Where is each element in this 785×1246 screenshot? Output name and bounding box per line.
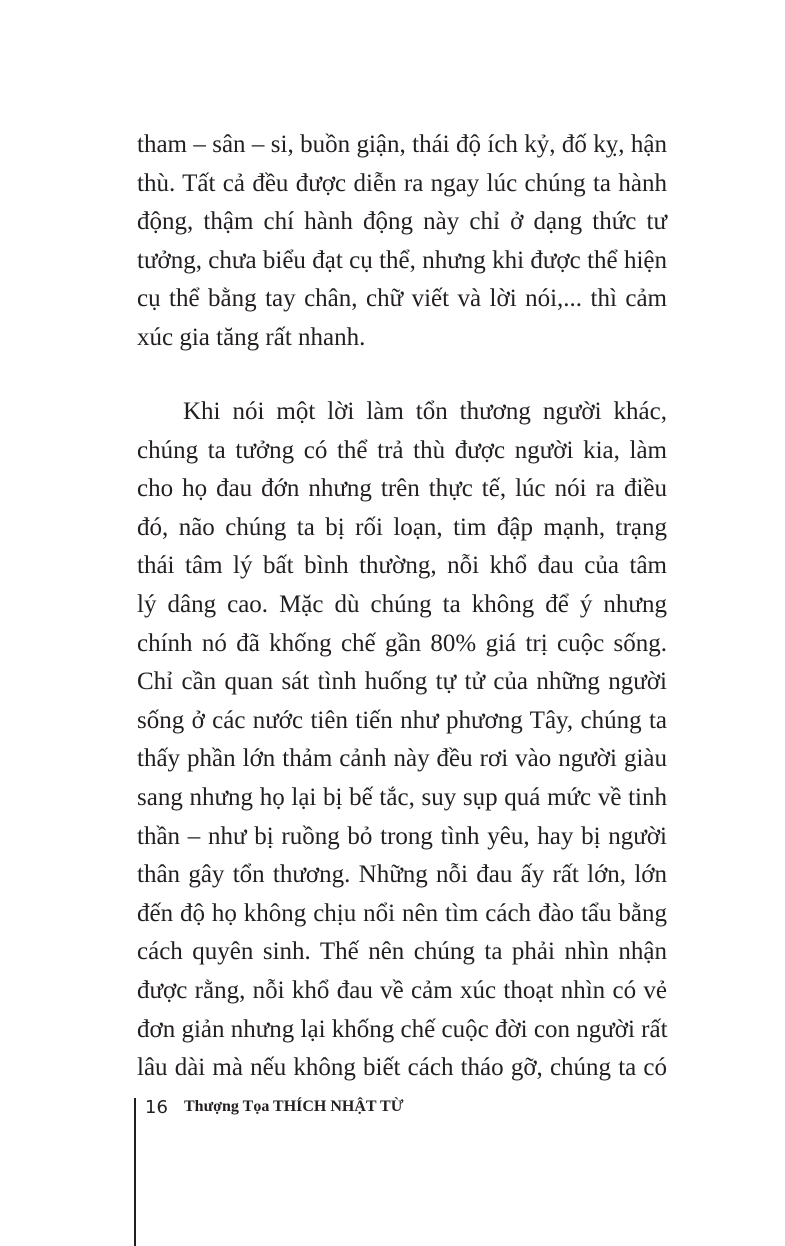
text-line: tham – sân – si, buồn giận, thái độ ích kỷ, đố kỵ, hận — [137, 131, 667, 158]
text-line: cho họ đau đớn nhưng trên thực tế, lúc nói ra điều — [137, 475, 667, 503]
text-line: chính nó đã khống chế gần 80% giá trị cuộc sống. — [137, 629, 667, 657]
text-line: đơn giản nhưng lại khống chế cuộc đời con người rất — [137, 1015, 668, 1043]
text-line: lý dâng cao. Mặc dù chúng ta không để ý nhưng — [137, 591, 667, 618]
text-line: thù. Tất cả đều được diễn ra ngay lúc chúng ta hành — [137, 169, 667, 197]
running-footer-author: Thượng Tọa THÍCH NHẬT TỪ — [184, 1098, 404, 1115]
text-line: tưởng, chưa biểu đạt cụ thể, nhưng khi được thể hiện — [137, 246, 667, 274]
text-line: được rằng, nỗi khổ đau về cảm xúc thoạt nhìn có vẻ — [137, 977, 667, 1004]
text-line: động, thậm chí hành động này chỉ ở dạng thức tư — [137, 208, 667, 236]
text-line: cụ thể bằng tay chân, chữ viết và lời nói,... thì cảm — [137, 285, 667, 313]
text-line: thấy phần lớn thảm cảnh này đều rơi vào người giàu — [137, 745, 667, 773]
text-line: thân gây tổn thương. Những nỗi đau ấy rất lớn, lớn — [137, 861, 667, 889]
text-line: đến độ họ không chịu nổi nên tìm cách đào tẩu bằng — [137, 899, 667, 927]
text-line: Khi nói một lời làm tổn thương người khác, — [183, 398, 667, 425]
footer-rule — [134, 1098, 136, 1246]
text-line: thái tâm lý bất bình thường, nỗi khổ đau của tâm — [137, 552, 667, 580]
text-line: Chỉ cần quan sát tình huống tự tử của những người — [137, 668, 667, 696]
text-line: sống ở các nước tiên tiến như phương Tây, chúng ta — [137, 706, 667, 734]
page-number: 16 — [145, 1097, 168, 1118]
text-line: sang nhưng họ lại bị bế tắc, suy sụp quá mức về tinh — [137, 784, 667, 811]
text-line: thần – như bị ruồng bỏ trong tình yêu, hay bị người — [137, 822, 667, 850]
text-line: đó, não chúng ta bị rối loạn, tim đập mạnh, trạng — [137, 513, 667, 541]
text-line: chúng ta tưởng có thể trả thù được người kia, làm — [137, 436, 667, 464]
text-line: lâu dài mà nếu không biết cách tháo gỡ, chúng ta có — [137, 1054, 667, 1082]
text-line: xúc gia tăng rất nhanh. — [137, 324, 366, 351]
text-line: cách quyên sinh. Thế nên chúng ta phải nhìn nhận — [137, 938, 667, 966]
